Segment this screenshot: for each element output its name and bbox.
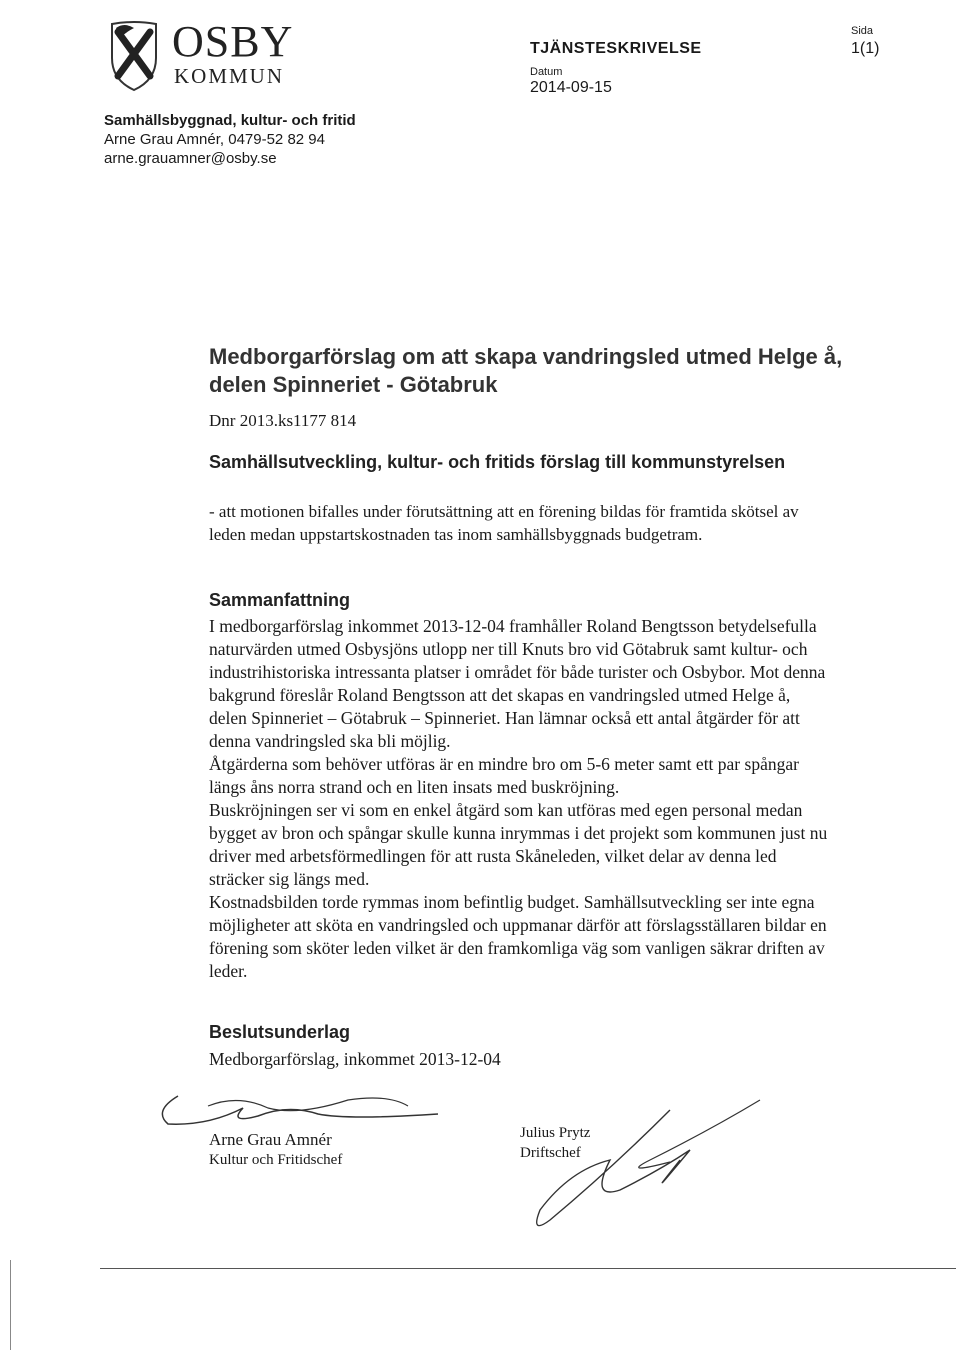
org-name: OSBY	[172, 17, 294, 66]
signer-1-title: Kultur och Fritidschef	[209, 1152, 343, 1168]
sender-department: Samhällsbyggnad, kultur- och fritid	[104, 112, 356, 129]
sender-name-phone: Arne Grau Amnér, 0479-52 82 94	[104, 131, 325, 148]
signature-left-icon	[148, 1086, 448, 1136]
org-subtitle: KOMMUN	[174, 64, 285, 88]
summary-body	[209, 615, 829, 983]
signer-2-name: Julius Prytz	[520, 1125, 591, 1141]
summary-paragraph: Buskröjningen ser vi som en enkel åtgärd som kan utföras med egen personal medan bygget av bron och spångar skulle kunna inrymmas i det projekt som kommunen just nu driver med arbetsförmedlingen för att rusta Skåneleden, vilket delar av denna led sträcker sig längs med.	[209, 800, 828, 889]
document-type: TJÄNSTESKRIVELSE	[530, 40, 702, 57]
footer-divider	[100, 1268, 956, 1269]
page-number: 1(1)	[851, 40, 880, 57]
signer-2-title: Driftschef	[520, 1145, 581, 1161]
sender-email: arne.grauamner@osby.se	[104, 150, 277, 167]
osby-logo-icon	[104, 18, 164, 93]
date-label: Datum	[530, 66, 563, 78]
summary-paragraph: Kostnadsbilden torde rymmas inom befintlig budget. Samhällsutveckling ser inte egna möjligheter att sköta en vandringsled och uppmanar därför att förslagsställaren bildar en förening som sköter leden vilket är den framkomliga väg som vanligen säkrar driften av leder.	[209, 892, 827, 981]
page-label: Sida	[851, 25, 874, 37]
basis-heading: Beslutsunderlag	[209, 1022, 351, 1042]
date-value: 2014-09-15	[530, 79, 612, 96]
proposal-heading: Samhällsutveckling, kultur- och fritids förslag till kommunstyrelsen	[209, 452, 786, 472]
diary-number: Dnr 2013.ks1177 814	[209, 411, 357, 430]
proposal-text: - att motionen bifalles under förutsättning att en förening bildas för framtida skötsel av leden medan uppstartskostnaden tas inom samhällsbyggnads budgetram.	[209, 502, 799, 544]
signer-1-name: Arne Grau Amnér	[209, 1130, 332, 1149]
summary-heading: Sammanfattning	[209, 590, 351, 610]
summary-paragraph: Åtgärderna som behöver utföras är en mindre bro om 5-6 meter samt ett par spångar längs åns norra strand och en liten insats med buskröjning.	[209, 754, 799, 797]
margin-mark	[10, 1260, 11, 1350]
document-title: Medborgarförslag om att skapa vandringsled utmed Helge å, delen Spinneriet - Götabruk	[209, 344, 843, 397]
basis-text: Medborgarförslag, inkommet 2013-12-04	[209, 1049, 501, 1069]
signature-right-icon	[490, 1090, 780, 1240]
summary-paragraph: I medborgarförslag inkommet 2013-12-04 framhåller Roland Bengtsson betydelsefulla naturvärden utmed Osbysjöns utlopp ner till Knuts bro vid Götabruk samt kultur- och industrihistoriska intressanta platser i området för både turister och Osbybor. Mot denna bakgrund föreslår Roland Bengtsson att det skapas en vandringsled utmed Helge å, delen Spinneriet – Götabruk – Spinneriet. Han lämnar också ett antal åtgärder för att denna vandringsled ska bli möjlig.	[209, 616, 826, 751]
